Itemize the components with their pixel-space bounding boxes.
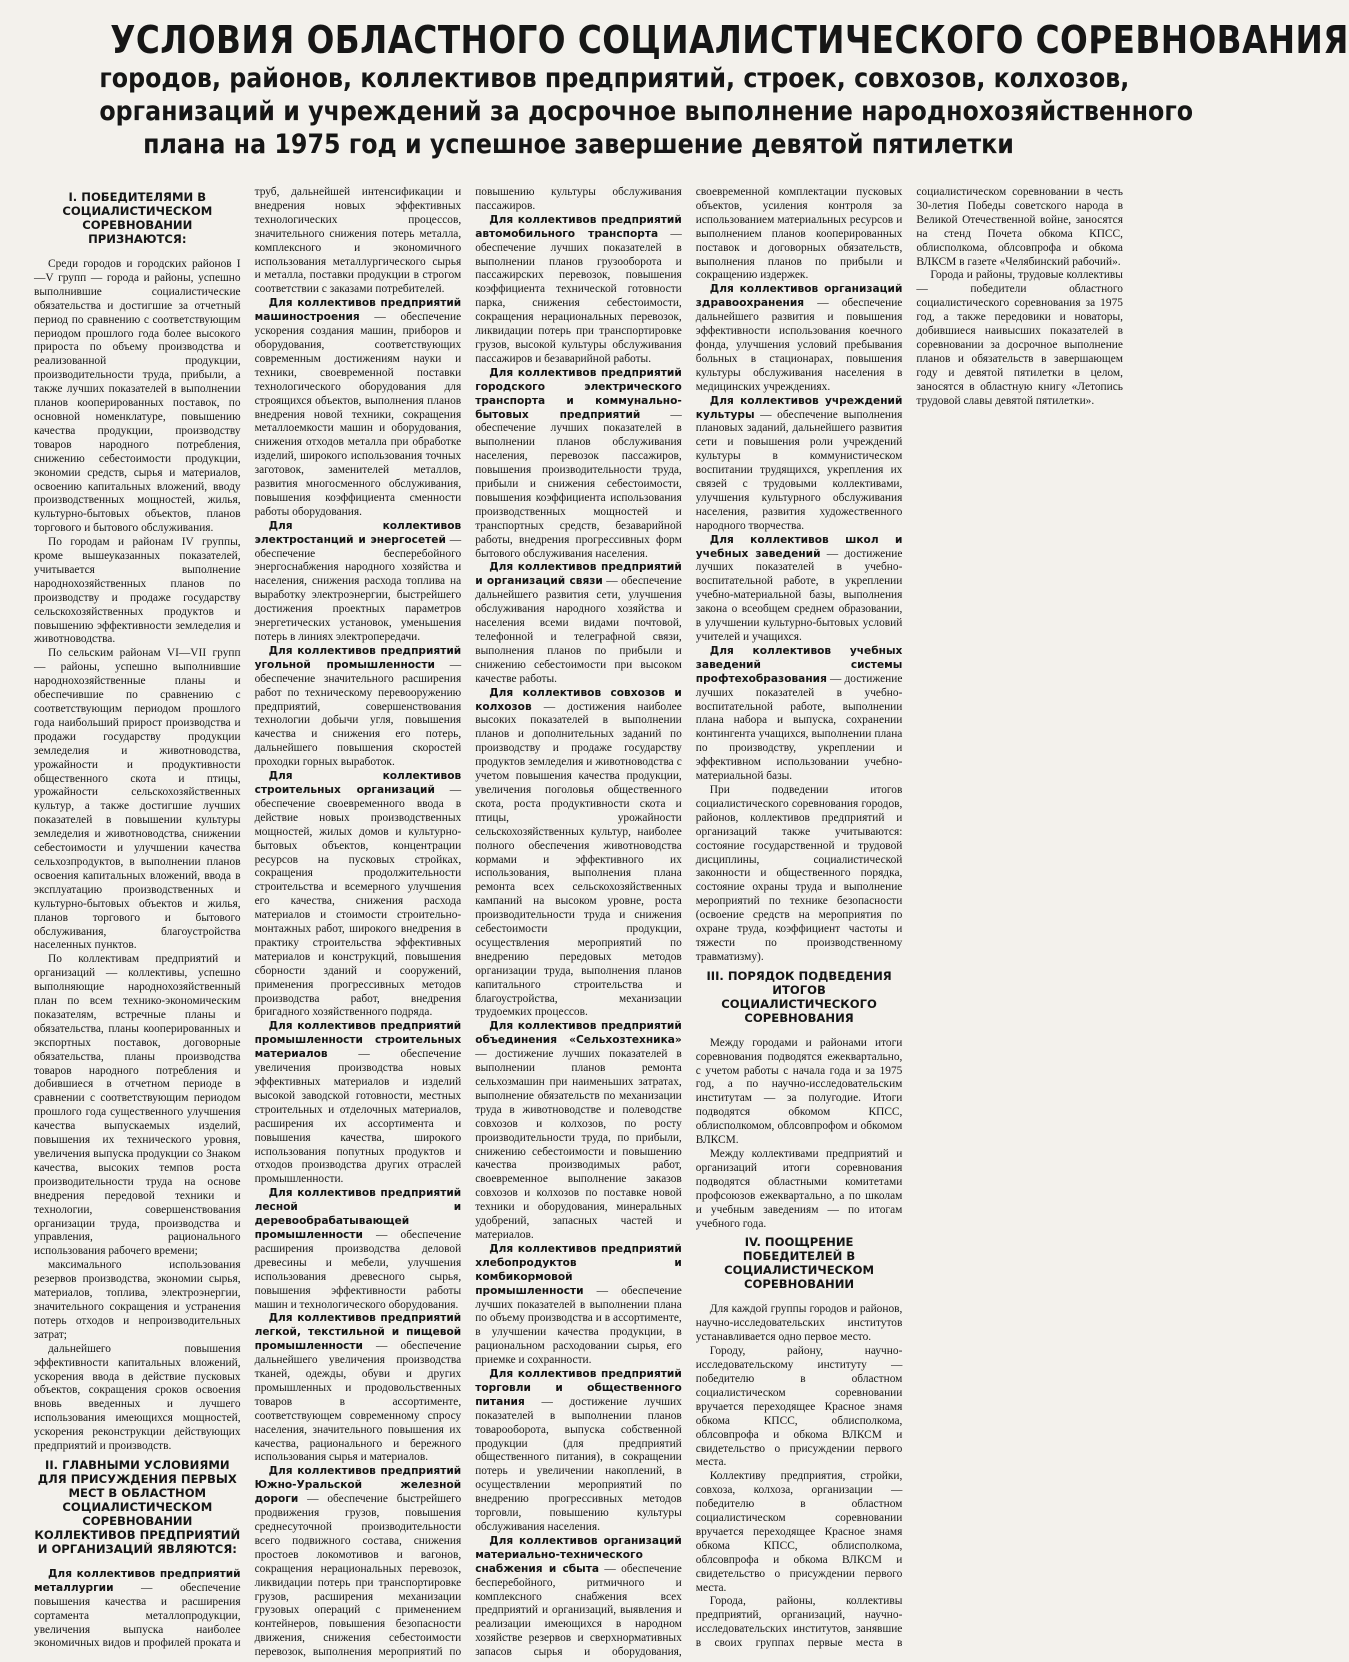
- article-paragraph: [696, 1470, 903, 1595]
- article-paragraph: [696, 1345, 903, 1470]
- article-paragraph: [696, 645, 903, 784]
- paragraph-lead: Для коллективов школ и учебных заведений: [695, 533, 903, 560]
- paragraph-lead: Для коллективов предприятий городского электрического транспорта и коммунально-бытовых предприятий: [475, 366, 682, 421]
- paragraph-text: Между городами и районами итоги соревнования подводятся ежеквартально, с учетом работы с начала года и за 1975 год, а по научно-исследовательским институтам — за полугодие. Итоги подводятся обкомом КПСС, облисполкомом, облсовпрофом и обкомом ВЛКСМ.: [695, 1036, 903, 1147]
- paragraph-text: По сельским районам VI—VII групп — районы, успешно выполнившие народнохозяйственные планы и обеспечившие по сравнению с соответствующим периодом прошлого года наибольший прирост производства и продажи государству продукции земледелия и животноводства, урожайности и продуктивности общественного скота и птицы, урожайности сельскохозяйственных культур, а также достигшие лучших показателей в повышении культуры земледелия и животноводства, снижении себестоимости и улучшении качества сельхозпродуктов, в выполнении планов освоения капитальных вложений, ввода в эксплуатацию производственных и культурно-бытовых объектов и жилья, планов торгового и бытового обслуживания, благоустройства населенных пунктов.: [34, 647, 241, 952]
- subtitle-line-1: городов, районов, коллективов предприятий, строек, совхозов, колхозов,: [99, 63, 1130, 94]
- paragraph-lead: Для коллективов совхозов и колхозов: [475, 686, 682, 713]
- paragraph-lead: Для коллективов организаций материально-технического снабжения и сбыта: [475, 1534, 682, 1575]
- article-paragraph: [475, 214, 682, 367]
- paragraph-lead: Для коллективов предприятий машиностроения: [254, 297, 462, 324]
- article-paragraph: [34, 953, 241, 1259]
- paragraph-text: — достижения наиболее высоких показателей в выполнении планов и дополнительных заданий по производству и продаже государству продуктов земледелия и животноводства с учетом повышения качества продукции, увеличения поголовья общественного скота, роста продуктивности скота и птицы, урожайности сельскохозяйственных культур, наиболее полного обеспечения животноводства кормами и эффективного их использования, выполнения плана ремонта всех сельскохозяйственных кампаний на высоком уровне, роста производительности труда и снижения себестоимости продукции, осуществления мероприятий по внедрению передовых методов организации труда, выполнения планов капитального строительства и благоустройства, механизации трудоемких процессов.: [475, 700, 682, 1019]
- paragraph-text: — достижение лучших показателей в выполнении планов товарооборота, выпуска собственной продукции (для предприятий общественного питания), в сокращении потерь и увеличении накоплений, в осуществлении мероприятий по внедрению прогрессивных методов торговли, повышению культуры обслуживания населения.: [475, 1395, 682, 1533]
- paragraph-text: дальнейшего повышения эффективности капитальных вложений, ускорения ввода в действие пусковых объектов, сокращения сроков освоения вновь введенных и лучшего использования имеющихся мощностей, ускорения реконструкции действующих предприятий и производств.: [34, 1342, 241, 1453]
- paragraph-lead: Для коллективов предприятий и организаций связи: [475, 561, 682, 588]
- paragraph-lead: Для коллективов предприятий объединения «Сельхозтехника»: [475, 1020, 682, 1047]
- article-paragraph: [34, 647, 241, 953]
- article-paragraph: [475, 687, 682, 1021]
- paragraph-lead: Для коллективов предприятий хлебопродуктов и комбикормовой промышленности: [475, 1242, 682, 1297]
- page-title: УСЛОВИЯ ОБЛАСТНОГО СОЦИАЛИСТИЧЕСКОГО СОРЕВНОВАНИЯ: [110, 18, 1349, 62]
- article-paragraph: [475, 367, 682, 562]
- paragraph-lead: Для коллективов электростанций и энергосетей: [254, 519, 462, 546]
- paragraph-text: — достижение лучших показателей в выполнении планов ремонта сельхозмашин при наименьших затратах, выполнение обязательств по механизации труда в животноводстве и полеводстве совхозов и колхозов, по росту производительности труда, по прибыли, снижению себестоимости и повышению качества производимых работ, своевременное выполнение заказов совхозов и колхозов по поставке новой техники и оборудования, минеральных удобрений, запасных частей и материалов.: [475, 1048, 682, 1241]
- paragraph-text: — обеспечение дальнейшего увеличения производства тканей, одежды, обуви и других промышленных и продовольственных товаров в ассортименте, соответствующем современному спросу населения, значительного повышения их качества, рационального и бережного использования сырья и материалов.: [254, 1340, 462, 1464]
- paragraph-lead: Для коллективов предприятий лесной и деревообрабатывающей промышленности: [254, 1187, 462, 1241]
- paragraph-lead: Для коллективов организаций здравоохранения: [695, 283, 903, 310]
- subtitle-line-2: организаций и учреждений за досрочное выполнение народнохозяйственного: [99, 96, 1194, 127]
- article-paragraph: [255, 645, 462, 770]
- paragraph-lead: Для коллективов учебных заведений системы профтехобразования: [695, 644, 903, 685]
- paragraph-lead: Для коллективов предприятий промышленности строительных материалов: [254, 1020, 462, 1061]
- paragraph-text: Города, районы, коллективы предприятий, организаций, научно-исследовательских институтов, занявшие в своих группах первые места в социалистическом соревновании в честь 30-летия Победы советского народа в Великой Отечественной войне, заносятся на стенд Почета обкома КПСС, облисполкома, облсовпрофа и обкома ВЛКСМ в газете «Челябинский рабочий».: [695, 186, 1123, 1650]
- paragraph-text: — обеспечение дальнейшего развития и повышения эффективности использования коечного фонда, улучшения условий пребывания больных в стационарах, повышения культуры обслуживания населения в медицинских учреждениях.: [695, 297, 903, 393]
- paragraph-text: — обеспечение бесперебойного, ритмичного и комплексного снабжения всех предприятий и организаций, выявления и реализации имеющихся в народном хозяйстве резервов и сверхнормативных запасов сырья и оборудования, своевременной комплектации пусковых объектов, усиления контроля за использованием материальных ресурсов и выполнением планов кооперированных поставок и договорных обязательств, выполнения планов по прибыли и сокращению издержек.: [475, 186, 903, 1659]
- article-paragraph: [34, 536, 241, 647]
- paragraph-lead: Для коллективов предприятий Южно-Уральской железной дороги: [254, 1465, 462, 1506]
- paragraph-text: — обеспечение значительного расширения работ по техническому перевооружению предприятий, совершенствования технологии добычи угля, повышения качества и снижения его потерь, дальнейшего повышения скоростей проходки горных выработок.: [254, 658, 462, 769]
- article-paragraph: [916, 269, 1123, 408]
- article-paragraph: [34, 1259, 241, 1342]
- paragraph-text: — обеспечение бесперебойного энергоснабжения народного хозяйства и населения, снижения расхода топлива на выработку электроэнергии, быстрейшего достижения проектных параметров энергетических установок, уменьшения потерь в линиях электропередачи.: [254, 533, 462, 643]
- paragraph-text: Города и районы, трудовые коллективы — победители областного социалистического соревнования за 1975 год, а также передовики и новаторы, добившиеся наивысших показателей в соревновании за досрочное выполнение планов и обязательств в завершающем году и девятой пятилетки в целом, заносятся в областную книгу «Летопись трудовой славы девятой пятилетки».: [916, 269, 1123, 407]
- article-paragraph: [696, 395, 903, 534]
- paragraph-lead: Для коллективов учреждений культуры: [695, 394, 903, 421]
- article-paragraph: [255, 297, 462, 520]
- article-paragraph: [696, 283, 903, 394]
- paragraph-lead: Для коллективов предприятий металлургии: [34, 1567, 241, 1594]
- article-paragraph: [34, 1343, 241, 1454]
- paragraph-lead: Для коллективов предприятий угольной промышленности: [254, 644, 462, 671]
- paragraph-text: Городу, району, научно-исследовательскому институту — победителю в областном социалистическом соревновании вручается переходящее Красное знамя обкома КПСС, облисполкома, облсовпрофа и обкома ВЛКСМ и свидетельство о присуждении первого места.: [695, 1345, 903, 1469]
- section-heading: I. ПОБЕДИТЕЛЯМИ В СОЦИАЛИСТИЧЕСКОМ СОРЕВНОВАНИИ ПРИЗНАЮТСЯ:: [62, 190, 213, 246]
- paragraph-text: — обеспечение лучших показателей в выполнении планов грузооборота и пассажирских перевозок, повышения коэффициента технической готовности парка, снижения себестоимости, сокращения нерациональных перевозок, ликвидации потерь при транспортировке грузов, высокой культуры обслуживания пассажиров и безаварийной работы.: [475, 227, 682, 365]
- paragraph-lead: Для коллективов строительных организаций: [254, 770, 462, 796]
- paragraph-text: — обеспечение увеличения производства новых эффективных материалов и изделий высокой заводской готовности, местных строительных и отделочных материалов, расширения их ассортимента и повышения качества, широкого использования попутных продуктов и отходов производства других отраслей промышленности.: [254, 1048, 462, 1186]
- paragraph-text: максимального использования резервов производства, экономии сырья, материалов, топлива, электроэнергии, значительного сокращения и устранения потерь отходов и непроизводительных затрат;: [34, 1259, 241, 1341]
- section-heading: IV. ПООЩРЕНИЕ ПОБЕДИТЕЛЕЙ В СОЦИАЛИСТИЧЕСКОМ СОРЕВНОВАНИИ: [724, 1235, 875, 1292]
- paragraph-text: — достижение лучших показателей в учебно-воспитательной работе, выполнении плана набора и выпуска, сохранении контингента учащихся, выполнении плана по производству, укреплении и эффективном использовании учебно-материальной базы.: [695, 672, 903, 783]
- article-paragraph: [255, 1312, 462, 1465]
- article-paragraph: [475, 1243, 682, 1368]
- paragraph-text: Коллективу предприятия, стройки, совхоза, колхоза, организации — победителю в областном социалистическом соревновании вручается переходящее Красное знамя обкома КПСС, облисполкома, облсовпрофа и обкома ВЛКСМ и свидетельство о присуждении первого места.: [695, 1470, 903, 1594]
- paragraph-text: — обеспечение ускорения создания машин, приборов и оборудования, соответствующих современным достижениям науки и техники, своевременной поставки технологического оборудования для строящихся объектов, выполнения планов внедрения новой техники, сокращения металлоемкости машин и оборудования, снижения отходов металла при обработке изделий, широкого использования точных заготовок, заменителей металлов, развития многосменного обслуживания, повышения коэффициента сменности работы оборудования.: [254, 311, 462, 518]
- paragraph-text: По городам и районам IV группы, кроме вышеуказанных показателей, учитывается выполнение народнохозяйственных планов по производству и продаже государству сельскохозяйственных продуктов и повышению эффективности земледелия и животноводства.: [34, 536, 241, 646]
- paragraph-text: — достижение лучших показателей в учебно-воспитательной работе, в укреплении учебно-материальной базы, выполнения закона о всеобщем среднем образовании, в улучшении культурно-бытовых условий учителей и учащихся.: [695, 547, 903, 643]
- article-paragraph: [255, 1187, 462, 1312]
- paragraph-text: — обеспечение расширения производства деловой древесины и мебели, улучшения использования древесного сырья, повышения эффективности работы машин и технологического оборудования.: [254, 1228, 462, 1311]
- paragraph-lead: Для коллективов предприятий торговли и общественного питания: [475, 1368, 682, 1408]
- article-paragraph: [696, 534, 903, 645]
- paragraph-text: — обеспечение лучших показателей в выполнении плана по объему производства и в ассортименте, в улучшении качества продукции, в рациональном расходовании сырья, его приемке и сохранности.: [475, 1284, 682, 1367]
- paragraph-lead: Для коллективов предприятий автомобильного транспорта: [475, 213, 682, 240]
- paragraph-text: — обеспечение своевременного ввода в действие новых производственных мощностей, жилых домов и культурно-бытовых объектов, концентрации ресурсов на пусковых стройках, сокращения продолжительности строительства и всемерного улучшения его качества, снижения расхода материалов и стоимости строительно-монтажных работ, широкого внедрения в практику строительства эффективных материалов и конструкций, повышения сборности зданий и сооружений, применения прогрессивных методов производства работ, внедрения бригадного хозяйственного подряда.: [254, 783, 462, 1019]
- paragraph-text: Для каждой группы городов и районов, научно-исследовательских институтов устанавливается одно первое место.: [695, 1303, 903, 1344]
- paragraph-text: — обеспечение лучших показателей в выполнении планов обслуживания населения, перевозок пассажиров, повышения производительности труда, прибыли и снижения себестоимости, повышения коэффициента использования производственных мощностей и транспортных средств, безаварийной работы, внедрения прогрессивных форм бытового обслуживания населения.: [475, 408, 682, 560]
- article-columns: [34, 186, 1123, 1662]
- article-paragraph: [255, 1020, 462, 1187]
- paragraph-text: Между коллективами предприятий и организаций итоги соревнования подводятся областными комитетами профсоюзов ежеквартально, а по школам и учебным заведениям — по итогам учебного года.: [695, 1148, 903, 1230]
- article-paragraph: [475, 1368, 682, 1535]
- article-paragraph: [696, 1148, 903, 1231]
- article-paragraph: [475, 1020, 682, 1243]
- section-heading: III. ПОРЯДОК ПОДВЕДЕНИЯ ИТОГОВ СОЦИАЛИСТИЧЕСКОГО СОРЕВНОВАНИЯ: [706, 968, 892, 1025]
- section-heading: II. ГЛАВНЫМИ УСЛОВИЯМИ ДЛЯ ПРИСУЖДЕНИЯ ПЕРВЫХ МЕСТ В ОБЛАСТНОМ СОЦИАЛИСТИЧЕСКОМ СОРЕВНОВАНИИ КОЛЛЕКТИВОВ ПРЕДПРИЯТИЙ И ОРГАНИЗАЦИЙ ЯВЛЯЮТСЯ:: [34, 1457, 241, 1556]
- paragraph-lead: Для коллективов предприятий легкой, текстильной и пищевой промышленности: [254, 1312, 462, 1353]
- article-paragraph: [696, 784, 903, 965]
- paragraph-text: При подведении итогов социалистического соревнования городов, районов, коллективов предприятий и организаций также учитываются: состояние государственной и трудовой дисциплины, социалистической законности и общественного порядка, состояние охраны труда и выполнение мероприятий по технике безопасности (освоение средств на мероприятия по охране труда, коэффициент частоты и тяжести по производственному травматизму).: [695, 783, 903, 963]
- article-paragraph: [696, 1037, 903, 1148]
- article-paragraph: [475, 561, 682, 686]
- paragraph-text: — обеспечение дальнейшего развития сети, улучшения обслуживания народного хозяйства и населения всеми видами почтовой, телефонной и телеграфной связи, выполнения планов по прибыли и снижению себестоимости при высоком качестве работы.: [475, 575, 682, 685]
- subtitle-line-3: плана на 1975 год и успешное завершение девятой пятилетки: [143, 129, 1014, 160]
- article-paragraph: [255, 520, 462, 645]
- paragraph-text: — обеспечение повышения качества и расширения сортамента металлопродукции, увеличения выпуска наиболее экономичных видов и профилей проката и труб, дальнейшей интенсификации и внедрения новых эффективных технологических процессов, значительного снижения потерь металла, комплексного и экономичного использования металлургического сырья и металла, поставки продукции в строгом соответствии с заказами потребителей.: [34, 186, 462, 1650]
- article-paragraph: [696, 1303, 903, 1345]
- paragraph-text: — обеспечение выполнения плановых заданий, дальнейшего развития сети и повышения роли учреждений культуры в коммунистическом воспитании трудящихся, укрепления их связей с трудовыми коллективами, улучшения культурного обслуживания населения, развития художественного народного творчества.: [695, 408, 903, 532]
- paragraph-text: По коллективам предприятий и организаций — коллективы, успешно выполняющие народнохозяйственный план по всем технико-экономическим показателям, встречные планы и обязательства, планы кооперированных и экспортных поставок, договорные обязательства, планы производства товаров народного потребления и добившиеся в отчетном периоде в сравнении с соответствующим периодом прошлого года существенного улучшения качества выпускаемых изделий, повышения их технического уровня, увеличения выпуска продукции со Знаком качества, высоких темпов роста производительности труда на основе внедрения передовой техники и технологии, совершенствования организации труда, производства и управления, рационального использования рабочего времени;: [34, 953, 241, 1258]
- article-paragraph: [34, 258, 241, 536]
- paragraph-text: — обеспечение быстрейшего продвижения грузов, повышения среднесуточной производительности всего подвижного состава, снижения простоев локомотивов и вагонов, сокращения нерациональных перевозок, ликвидации потерь при транспортировке грузов, расширения механизации грузовых операций с применением контейнеров, повышения безопасности движения, снижения себестоимости перевозок, выполнения мероприятий по повышению культуры обслуживания пассажиров.: [254, 186, 682, 1659]
- paragraph-text: Среди городов и городских районов I—V групп — города и районы, успешно выполнившие социалистические обязательства и достигшие за отчетный период по сравнению с соответствующим периодом прошлого года более высокого прироста по объему производства и реализованной продукции, производительности труда, прибыли, а также лучших показателей в выполнении планов кооперированных поставок, по основной номенклатуре, повышению качества продукции, производству товаров народного потребления, снижению себестоимости продукции, экономии средств, сырья и материалов, освоению капитальных вложений, вводу производственных мощностей, жилья, культурно-бытовых объектов, планов торгового и бытового обслуживания.: [34, 258, 241, 535]
- article-paragraph: [255, 770, 462, 1020]
